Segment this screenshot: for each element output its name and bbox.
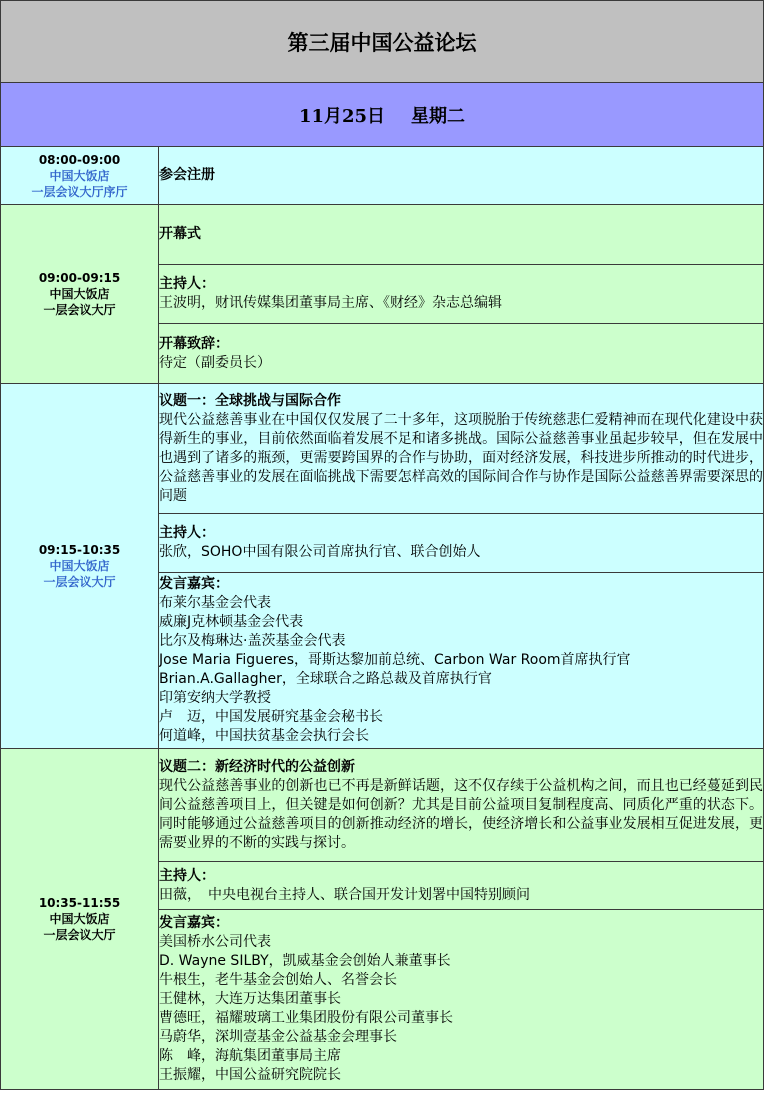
speaker-item: 王振耀，中国公益研究院院长 (159, 1067, 341, 1083)
session-venue-hall: 一层会议大厅序厅 (31, 184, 128, 199)
speaker-item: 比尔及梅琳达·盖茨基金会代表 (159, 633, 346, 649)
session-time-cell (1, 147, 159, 205)
speaker-item: 美国桥水公司代表 (159, 934, 271, 950)
speaker-item: Brian.A.Gallagher，全球联合之路总裁及首席执行官 (159, 671, 492, 687)
host-name: 田薇， 中央电视台主持人、联合国开发计划署中国特别顾问 (159, 886, 530, 903)
date-heading (1, 83, 764, 147)
opening-speech-cell (159, 324, 764, 384)
speaker-item: D. Wayne SILBY，凯威基金会创始人兼董事长 (159, 953, 451, 969)
session-time-cell (1, 384, 159, 749)
forum-title: 第三届中国公益论坛 (1, 1, 764, 83)
speaker-item: Jose Maria Figueres，哥斯达黎加前总统、Carbon War Room首席执行官 (159, 652, 631, 668)
session-time: 10:35-11:55 (38, 896, 121, 910)
speakers-label: 发言嘉宾： (159, 576, 229, 592)
topic-description: 现代公益慈善事业的创新也已不再是新鲜话题，这不仅存续于公益机构之间，而且也已经蔓延到民间公益慈善项目上，但关键是如何创新？尤其是目前公益项目复制程度高、同质化严重的状态下。同时能够通过公益慈善项目的创新推动经济的增长，使经济增长和公益事业发展相互促进发展，更需要业界的不断的实践与探讨。 (159, 777, 763, 851)
session-venue-hotel: 中国大饭店 (49, 168, 110, 183)
host-label: 主持人： (159, 867, 215, 884)
topic-cell (159, 749, 764, 862)
host-name: 张欣，SOHO中国有限公司首席执行官、联合创始人 (159, 544, 481, 560)
speaker-item: 陈 峰，海航集团董事局主席 (159, 1048, 341, 1064)
host-cell (159, 514, 764, 573)
session-venue-hall: 一层会议大厅 (43, 303, 116, 317)
speaker-item: 布莱尔基金会代表 (159, 595, 271, 611)
session-time: 09:00-09:15 (38, 271, 121, 285)
session-time: 09:15-10:35 (38, 543, 121, 557)
speaker-item: 王健林，大连万达集团董事长 (159, 991, 341, 1007)
topic-cell (159, 384, 764, 514)
speakers-cell (159, 573, 764, 749)
topic-description: 现代公益慈善事业在中国仅仅发展了二十多年，这项脱胎于传统慈悲仁爱精神而在现代化建设中获得新生的事业，目前依然面临着发展不足和诸多挑战。国际公益慈善事业虽起步较早，但在发展中也遇到了诸多的瓶颈，更需要跨国界的合作与协助，面对经济发展，科技进步所推动的时代进步，公益慈善事业的发展在面临挑战下需要怎样高效的国际间合作与协作是国际公益慈善界需要深思的问题 (159, 411, 763, 504)
host-cell (159, 862, 764, 910)
host-name: 王波明，财讯传媒集团董事局主席、《财经》杂志总编辑 (159, 295, 502, 311)
session-time-cell (1, 205, 159, 384)
session-time-cell (1, 749, 159, 1090)
topic-title: 议题二：新经济时代的公益创新 (159, 758, 355, 775)
session-venue-hall: 一层会议大厅 (43, 928, 116, 942)
registration-cell (159, 147, 764, 205)
session-venue-hall: 一层会议大厅 (43, 575, 116, 589)
speaker-item: 威廉J克林顿基金会代表 (159, 614, 304, 630)
session-topic-two (1, 749, 764, 862)
registration-label: 参会注册 (159, 167, 215, 183)
opening-speech-label: 开幕致辞： (159, 335, 229, 352)
session-venue-hotel: 中国大饭店 (49, 912, 110, 926)
host-label: 主持人： (159, 525, 215, 541)
speaker-item: 牛根生，老牛基金会创始人、名誉会长 (159, 972, 397, 988)
session-time: 08:00-09:00 (38, 152, 121, 167)
speaker-item: 印第安纳大学教授 (159, 690, 271, 706)
date-row (1, 83, 764, 147)
speaker-item: 何道峰，中国扶贫基金会执行会长 (159, 728, 369, 744)
date-text: 11月25日 (298, 105, 386, 127)
session-registration (1, 147, 764, 205)
title-row (1, 1, 764, 83)
session-venue-hotel: 中国大饭店 (49, 287, 110, 301)
topic-title: 议题一：全球挑战与国际合作 (159, 392, 341, 409)
speakers-label: 发言嘉宾： (159, 915, 229, 931)
opening-speech-value: 待定（副委员长） (159, 354, 271, 371)
host-label: 主持人： (159, 276, 215, 292)
opening-ceremony-label: 开幕式 (159, 226, 201, 242)
session-venue-hotel: 中国大饭店 (49, 559, 110, 573)
speaker-item: 卢 迈，中国发展研究基金会秘书长 (159, 709, 383, 725)
session-opening (1, 205, 764, 265)
speaker-item: 马蔚华，深圳壹基金公益基金会理事长 (159, 1029, 397, 1045)
session-topic-one (1, 384, 764, 514)
speakers-cell (159, 910, 764, 1090)
speaker-item: 曹德旺，福耀玻璃工业集团股份有限公司董事长 (159, 1010, 453, 1026)
weekday-text: 星期二 (411, 105, 466, 127)
opening-ceremony-cell (159, 205, 764, 265)
host-cell (159, 265, 764, 324)
